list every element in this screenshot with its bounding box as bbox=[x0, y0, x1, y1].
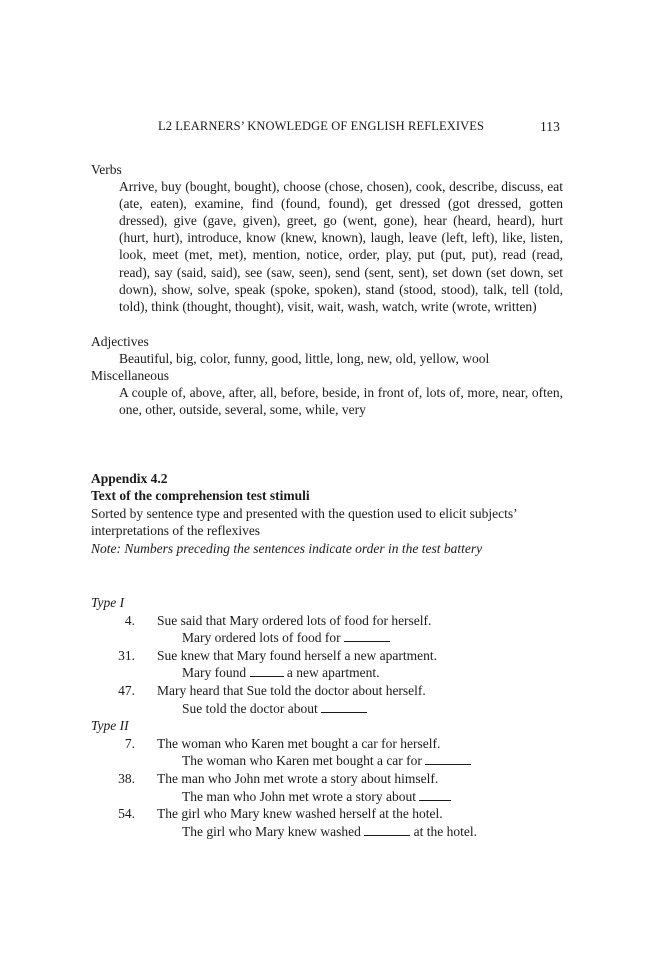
prompt-text: The girl who Mary knew washed bbox=[182, 823, 361, 839]
running-title: L2 LEARNERS’ KNOWLEDGE OF ENGLISH REFLEXIVES bbox=[158, 119, 485, 133]
prompt-text: The woman who Karen met bought a car for bbox=[182, 753, 422, 769]
prompt-text-after: a new apartment. bbox=[286, 665, 380, 681]
answer-blank bbox=[425, 752, 471, 765]
item-sentence: The man who John met wrote a story about himself. bbox=[157, 770, 439, 786]
stimulus-item bbox=[91, 805, 563, 823]
item-sentence: Sue knew that Mary found herself a new apartment. bbox=[157, 647, 438, 663]
verbs-list: Arrive, buy (bought, bought), choose (chose, chosen), cook, describe, discuss, eat (ate, eaten), examine, find (found, found), get dressed (got dressed, gotten dressed), give (gave, given), greet, go (went, gone), hear (heard, heard), hurt (hurt, hurt), introduce, know (knew, known), laugh, leave (left, left), like, listen, look, meet (met, met), mention, notice, order, play, put (put, put), read (read, read), say (said, said), see (saw, seen), send (sent, sent), set down (set down, set down), show, solve, speak (spoke, spoken), stand (stood, stood), talk, tell (told, told), think (thought, thought), visit, wait, wash, watch, write (wrote, written) bbox=[119, 179, 563, 314]
word-list-adjectives bbox=[91, 333, 563, 367]
prompt-text: Mary found bbox=[182, 665, 247, 681]
item-prompt bbox=[91, 823, 563, 841]
appendix-subtitle: Text of the comprehension test stimuli bbox=[91, 488, 310, 504]
prompt-text: The man who John met wrote a story about bbox=[182, 788, 416, 804]
answer-blank bbox=[419, 788, 451, 801]
prompt-text: Mary ordered lots of food for bbox=[182, 630, 341, 646]
stimulus-item bbox=[91, 647, 563, 665]
miscellaneous-heading: Miscellaneous bbox=[91, 368, 169, 383]
stimulus-item bbox=[91, 612, 563, 630]
miscellaneous-list: A couple of, above, after, all, before, beside, in front of, lots of, more, near, often, one, other, outside, several, some, while, very bbox=[119, 385, 563, 418]
word-list-miscellaneous bbox=[91, 367, 563, 418]
item-prompt bbox=[91, 788, 563, 806]
stimuli-list bbox=[91, 594, 563, 840]
word-list-verbs bbox=[91, 161, 563, 315]
appendix-description: Sorted by sentence type and presented with the question used to elicit subjects’ interpretations of the reflexives bbox=[91, 505, 517, 539]
appendix-note: Note: Numbers preceding the sentences indicate order in the test battery bbox=[91, 540, 483, 556]
adjectives-heading: Adjectives bbox=[91, 334, 149, 349]
item-number: 31. bbox=[118, 647, 135, 663]
item-prompt bbox=[91, 664, 563, 682]
item-sentence: The girl who Mary knew washed herself at the hotel. bbox=[157, 806, 443, 822]
type-i-label: Type I bbox=[91, 595, 125, 610]
answer-blank bbox=[250, 664, 284, 677]
page-number: 113 bbox=[539, 119, 560, 134]
adjectives-list: Beautiful, big, color, funny, good, little, long, new, old, yellow, wool bbox=[119, 351, 490, 367]
answer-blank bbox=[321, 700, 367, 713]
item-number: 38. bbox=[118, 770, 135, 786]
type-ii-label: Type II bbox=[91, 718, 129, 734]
item-number: 4. bbox=[124, 612, 135, 628]
prompt-text: Sue told the doctor about bbox=[182, 700, 318, 716]
prompt-text-after: at the hotel. bbox=[413, 823, 477, 839]
item-number: 7. bbox=[124, 735, 135, 751]
item-prompt bbox=[91, 752, 563, 770]
item-number: 54. bbox=[118, 806, 135, 822]
stimulus-item bbox=[91, 735, 563, 753]
item-prompt bbox=[91, 700, 563, 718]
item-sentence: The woman who Karen met bought a car for herself. bbox=[157, 735, 441, 751]
item-sentence: Sue said that Mary ordered lots of food for herself. bbox=[157, 612, 432, 628]
stimulus-item bbox=[91, 770, 563, 788]
item-prompt bbox=[91, 629, 563, 647]
appendix-section bbox=[91, 470, 563, 557]
verbs-heading: Verbs bbox=[91, 162, 122, 177]
answer-blank bbox=[364, 823, 410, 836]
item-sentence: Mary heard that Sue told the doctor about herself. bbox=[157, 682, 426, 698]
running-header bbox=[158, 119, 560, 134]
item-number: 47. bbox=[118, 682, 135, 698]
stimulus-item bbox=[91, 682, 563, 700]
answer-blank bbox=[344, 629, 390, 642]
appendix-title: Appendix 4.2 bbox=[91, 471, 168, 486]
